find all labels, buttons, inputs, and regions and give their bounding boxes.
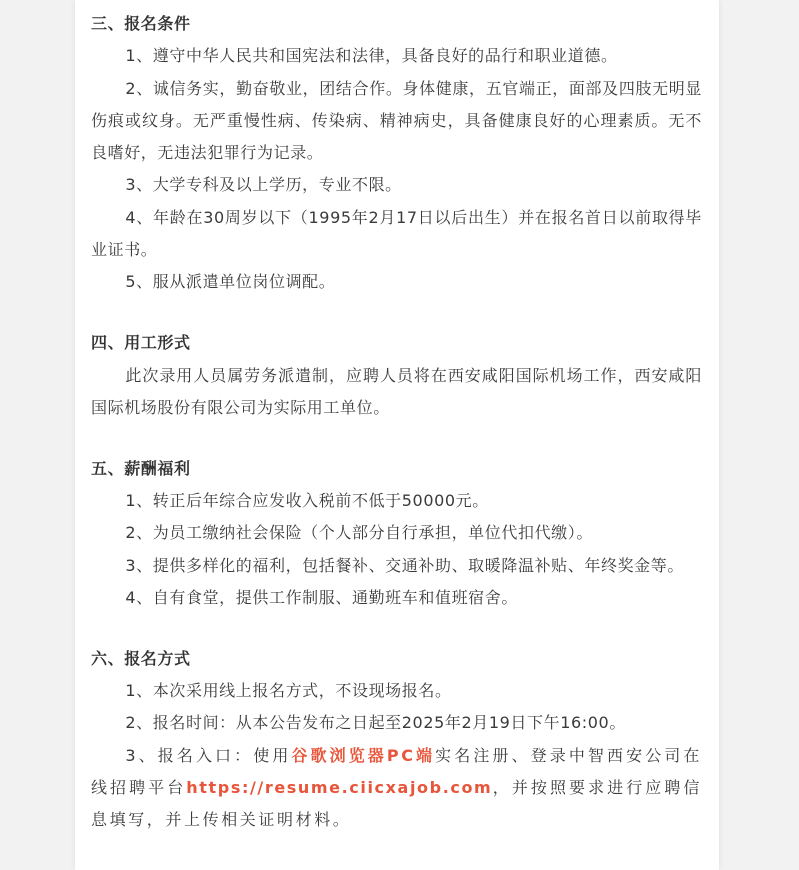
section-gap bbox=[91, 614, 702, 643]
registration-entry-item bbox=[91, 740, 702, 837]
entry-suffix: ，并按照要求进行应聘信息填写，并上传相关证明材料。 bbox=[91, 778, 702, 830]
benefit-item: 4、自有食堂，提供工作制服、通勤班车和值班宿舍。 bbox=[125, 587, 518, 607]
recruitment-url-link[interactable]: https://resume.ciicxajob.com bbox=[186, 778, 493, 798]
requirement-item: 3、大学专科及以上学历，专业不限。 bbox=[125, 175, 402, 195]
requirement-item: 1、遵守中华人民共和国宪法和法律，具备良好的品行和职业道德。 bbox=[125, 46, 618, 66]
article-content bbox=[91, 8, 702, 837]
registration-item: 1、本次采用线上报名方式，不设现场报名。 bbox=[125, 681, 452, 701]
section-heading-registration: 六、报名方式 bbox=[91, 648, 191, 668]
section-heading-requirements: 三、报名条件 bbox=[91, 14, 191, 33]
requirement-item: 5、服从派遣单位岗位调配。 bbox=[125, 272, 336, 292]
browser-highlight: 谷歌浏览器PC端 bbox=[291, 745, 436, 765]
section-heading-employment: 四、用工形式 bbox=[91, 333, 191, 353]
entry-middle: 实名注册、登录中智西安公司在线招聘平台 bbox=[91, 745, 702, 798]
benefit-item: 1、转正后年综合应发收入税前不低于50000元。 bbox=[125, 491, 489, 511]
requirement-item: 2、诚信务实，勤奋敬业，团结合作。身体健康，五官端正，面部及四肢无明显伤痕或纹身。无严重慢性病、传染病、精神病史，具备健康良好的心理素质。无不良嗜好，无违法犯罪行为记录。 bbox=[91, 78, 702, 163]
employment-paragraph: 此次录用人员属劳务派遣制，应聘人员将在西安咸阳国际机场工作，西安咸阳国际机场股份有限公司为实际用工单位。 bbox=[91, 365, 702, 417]
section-heading-benefits: 五、薪酬福利 bbox=[91, 458, 191, 478]
entry-prefix: 3、报名入口：使用 bbox=[125, 745, 292, 765]
registration-item: 2、报名时间：从本公告发布之日起至2025年2月19日下午16:00。 bbox=[125, 713, 626, 733]
benefit-item: 2、为员工缴纳社会保险（个人部分自行承担，单位代扣代缴）。 bbox=[125, 523, 593, 543]
section-gap bbox=[91, 299, 702, 328]
benefit-item: 3、提供多样化的福利，包括餐补、交通补助、取暖降温补贴、年终奖金等。 bbox=[125, 555, 684, 575]
requirement-item: 4、年龄在30周岁以下（1995年2月17日以后出生）并在报名首日以前取得毕业证书。 bbox=[91, 207, 702, 260]
section-gap bbox=[91, 424, 702, 453]
